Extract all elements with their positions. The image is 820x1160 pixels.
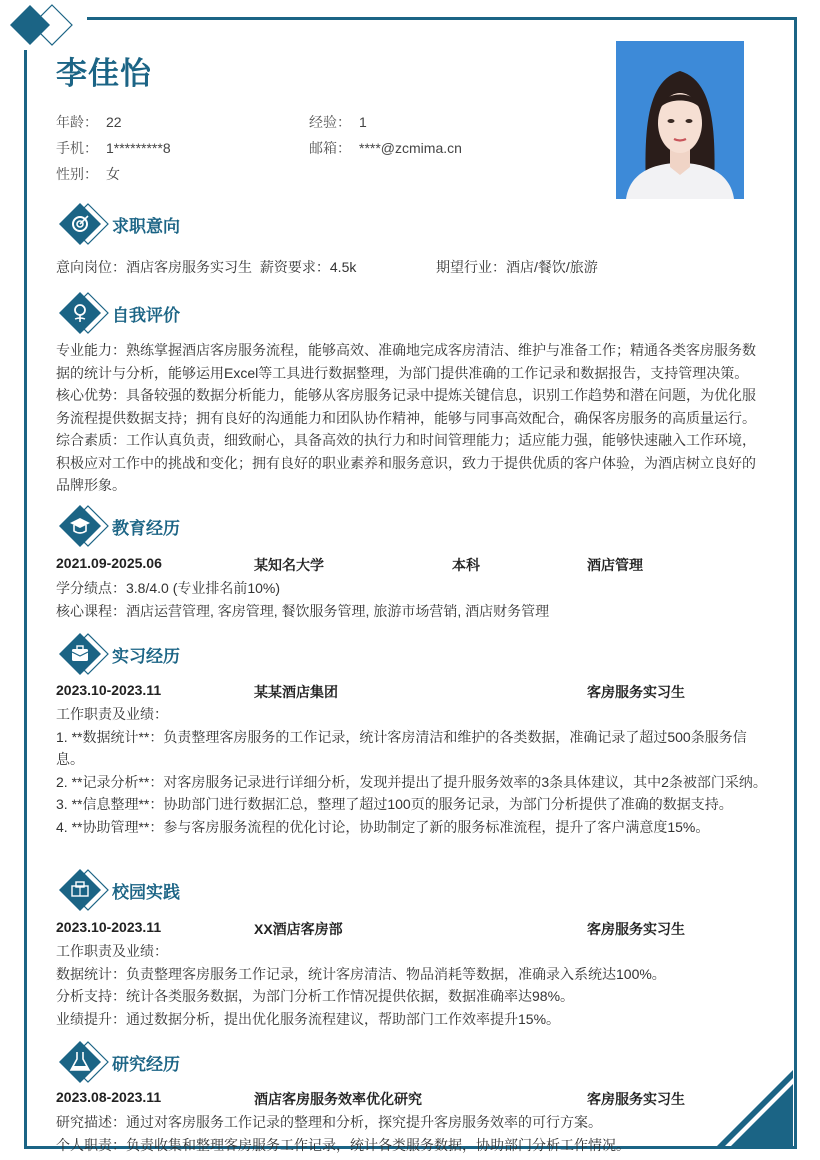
section-title-research: 研究经历 [112, 1054, 180, 1074]
gender-value: 女 [106, 166, 120, 182]
salary-value: 4.5k [329, 259, 357, 275]
campus-item: 业绩提升：通过数据分析，提出优化服务流程建议，帮助部门工作效率提升15%。 [56, 1010, 561, 1027]
research-project: 酒店客房服务效率优化研究 [254, 1091, 422, 1107]
section-title-intent: 求职意向 [112, 216, 180, 236]
self-paragraph: 专业能力：熟练掌握酒店客房服务流程，能够高效、准确地完成客房清洁、维护与准备工作；精通各类客房服务数据的统计与分析，能够运用Excel等工具进行数据整理，为部门提供准确的工作记录和数据报告，支持管理决策。 [56, 342, 756, 381]
position-label: 意向岗位： [56, 259, 126, 275]
frame-top-border [87, 17, 796, 20]
internship-item: 2. **记录分析**：对客房服务记录进行详细分析，发现并提出了提升服务效率的3条具体建议，其中2条被部门采纳。 [56, 773, 767, 790]
age-label: 年龄： [56, 114, 98, 130]
person-portrait-icon [616, 41, 744, 199]
section-header-education [58, 504, 180, 548]
gender-field [56, 164, 120, 184]
corner-diamond-decoration-icon [8, 2, 78, 47]
education-degree: 本科 [452, 557, 480, 573]
campus-intro: 工作职责及业绩： [56, 943, 168, 959]
age-field [56, 112, 122, 132]
experience-value: 1 [359, 114, 367, 130]
section-header-research [58, 1040, 180, 1084]
research-responsibility: 个人职责：负责收集和整理客房服务工作记录，统计各类服务数据，协助部门分析工作情况。 [56, 1137, 630, 1153]
internship-body [56, 703, 768, 838]
candidate-name: 李佳怡 [56, 56, 152, 91]
intent-position-row [56, 257, 356, 277]
experience-field [309, 112, 367, 132]
intent-industry-row [436, 257, 598, 277]
internship-role: 客房服务实习生 [587, 684, 685, 700]
email-value: ****@zcmima.cn [359, 140, 462, 156]
frame-right-border [794, 17, 797, 1148]
industry-label: 期望行业： [436, 259, 506, 275]
campus-item: 数据统计：负责整理客房服务工作记录，统计客房清洁、物品消耗等数据，准确录入系统达100%。 [56, 965, 666, 982]
briefcase-icon [58, 632, 110, 676]
internship-item: 3. **信息整理**：协助部门进行数据汇总，整理了超过100页的服务记录，为部门分析提供了准确的数据支持。 [56, 796, 733, 812]
position-value: 酒店客房服务实习生 [126, 259, 252, 275]
corner-triangle-decoration-icon [715, 1068, 795, 1148]
campus-org: XX酒店客房部 [254, 921, 343, 937]
phone-label: 手机： [56, 140, 98, 156]
section-header-self [58, 291, 180, 335]
internship-item: 1. **数据统计**：负责整理客房服务的工作记录，统计客房清洁和维护的各类数据，准确记录了超过500条服务信息。 [56, 728, 747, 767]
email-field [309, 138, 462, 158]
self-paragraph: 综合素质：工作认真负责，细致耐心，具备高效的执行力和时间管理能力；适应能力强，能够快速融入工作环境，积极应对工作中的挑战和变化；拥有良好的职业素养和服务意识，致力于提供优质的客户体验，为酒店树立良好的品牌形象。 [56, 432, 756, 493]
section-title-campus: 校园实践 [112, 882, 180, 902]
phone-field [56, 138, 171, 158]
internship-period: 2023.10-2023.11 [56, 682, 162, 698]
campus-item: 分析支持：统计各类服务数据，为部门分析工作情况提供依据，数据准确率达98%。 [56, 988, 575, 1004]
target-icon [58, 202, 110, 246]
campus-role: 客房服务实习生 [587, 921, 685, 937]
section-header-campus [58, 868, 180, 912]
salary-label: 薪资要求： [259, 259, 330, 275]
internship-item: 4. **协助管理**：参与客房服务流程的优化讨论，协助制定了新的服务标准流程，提升了客户满意度15%。 [56, 818, 710, 835]
age-value: 22 [106, 114, 122, 130]
self-paragraph: 核心优势：具备较强的数据分析能力，能够从客房服务记录中提炼关键信息，识别工作趋势和潜在问题，为优化服务流程提供数据支持；拥有良好的沟通能力和团队协作精神，能够与同事高效配合，确保客房服务的高质量运行。 [56, 387, 756, 426]
gender-label: 性别： [56, 166, 98, 182]
research-description: 研究描述：通过对客房服务工作记录的整理和分析，探究提升客房服务效率的可行方案。 [56, 1114, 602, 1130]
education-gpa: 学分绩点：3.8/4.0 (专业排名前10%) [56, 580, 281, 596]
campus-period: 2023.10-2023.11 [56, 919, 162, 935]
education-school: 某知名大学 [254, 557, 324, 573]
research-role: 客房服务实习生 [587, 1091, 685, 1107]
flask-icon [58, 1040, 110, 1084]
industry-value: 酒店/餐饮/旅游 [506, 259, 598, 275]
education-courses: 核心课程：酒店运营管理, 客房管理, 餐饮服务管理, 旅游市场营销, 酒店财务管理 [56, 603, 550, 619]
email-label: 邮箱： [309, 140, 351, 156]
section-title-internship: 实习经历 [112, 646, 180, 666]
self-evaluation-body [56, 339, 768, 497]
section-header-intent [58, 202, 180, 246]
section-title-self: 自我评价 [112, 305, 180, 325]
frame-left-border [24, 50, 27, 1148]
education-major: 酒店管理 [587, 557, 643, 573]
experience-label: 经验： [309, 114, 351, 130]
internship-intro: 工作职责及业绩： [56, 706, 168, 722]
graduation-cap-icon [58, 504, 110, 548]
building-icon [58, 868, 110, 912]
phone-value: 1*********8 [106, 140, 171, 156]
internship-org: 某某酒店集团 [254, 684, 338, 700]
section-title-education: 教育经历 [112, 518, 180, 538]
research-period: 2023.08-2023.11 [56, 1089, 162, 1105]
campus-body [56, 940, 768, 1030]
section-header-internship [58, 632, 180, 676]
profile-photo [616, 41, 744, 199]
education-period: 2021.09-2025.06 [56, 555, 162, 571]
flower-icon [58, 291, 110, 335]
